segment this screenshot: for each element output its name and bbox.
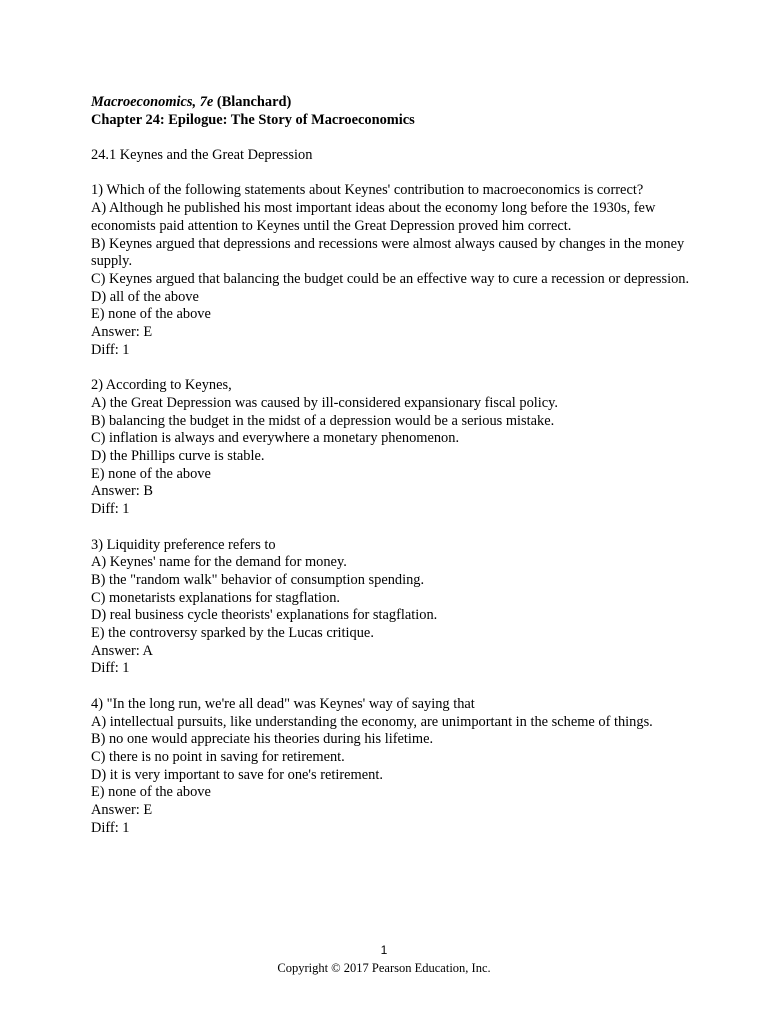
question-text: 4) "In the long run, we're all dead" was Keynes' way of saying that <box>91 695 475 712</box>
document-body <box>91 94 691 837</box>
answer-option: D) the Phillips curve is stable. <box>91 448 265 465</box>
answer-key: Answer: B <box>91 483 153 500</box>
answer-option: A) Keynes' name for the demand for money. <box>91 554 347 571</box>
book-title: Macroeconomics, 7e <box>91 94 214 110</box>
answer-option: E) none of the above <box>91 306 211 323</box>
difficulty: Diff: 1 <box>91 341 130 358</box>
spacer <box>91 519 691 537</box>
answer-option: B) balancing the budget in the midst of a depression would be a serious mistake. <box>91 412 555 429</box>
spacer <box>91 360 691 378</box>
question-block <box>91 377 691 519</box>
difficulty: Diff: 1 <box>91 819 130 836</box>
answer-option: C) Keynes argued that balancing the budget could be an effective way to cure a recession or depression. <box>91 271 690 287</box>
answer-key: Answer: E <box>91 802 153 819</box>
book-title-line <box>91 94 691 112</box>
question-text: 3) Liquidity preference refers to <box>91 536 276 553</box>
question-text: 1) Which of the following statements about Keynes' contribution to macroeconomics is correct? <box>91 182 644 199</box>
answer-option: D) all of the above <box>91 288 199 305</box>
spacer <box>91 165 691 183</box>
answer-option: B) the "random walk" behavior of consumption spending. <box>91 571 425 588</box>
section-heading: 24.1 Keynes and the Great Depression <box>91 147 313 164</box>
answer-option: C) monetarists explanations for stagflation. <box>91 589 340 606</box>
answer-option: A) Although he published his most important ideas about the economy long before the 1930s, few economists paid attention to Keynes until the Great Depression proved him correct. <box>91 200 656 234</box>
chapter-title: Chapter 24: Epilogue: The Story of Macroeconomics <box>91 111 415 128</box>
answer-option: E) none of the above <box>91 784 211 801</box>
book-author: (Blanchard) <box>213 94 292 110</box>
answer-option: B) no one would appreciate his theories during his lifetime. <box>91 731 434 748</box>
spacer <box>91 678 691 696</box>
answer-option: B) Keynes argued that depressions and recessions were almost always caused by changes in the money supply. <box>91 235 685 270</box>
answer-option: C) inflation is always and everywhere a monetary phenomenon. <box>91 430 460 447</box>
answer-option: E) none of the above <box>91 465 211 482</box>
answer-key: Answer: A <box>91 642 153 659</box>
answer-option: A) intellectual pursuits, like understanding the economy, are unimportant in the scheme of things. <box>91 713 653 730</box>
answer-option: E) the controversy sparked by the Lucas critique. <box>91 625 374 642</box>
answer-option: C) there is no point in saving for retirement. <box>91 748 345 765</box>
question-text: 2) According to Keynes, <box>91 377 232 394</box>
question-block <box>91 537 691 679</box>
answer-option: D) real business cycle theorists' explanations for stagflation. <box>91 607 438 624</box>
answer-option: D) it is very important to save for one's retirement. <box>91 766 383 783</box>
difficulty: Diff: 1 <box>91 660 130 677</box>
answer-key: Answer: E <box>91 324 153 341</box>
question-block <box>91 696 691 838</box>
difficulty: Diff: 1 <box>91 501 130 518</box>
question-block <box>91 182 691 359</box>
copyright-notice: Copyright © 2017 Pearson Education, Inc. <box>277 961 491 975</box>
answer-option: A) the Great Depression was caused by ill-considered expansionary fiscal policy. <box>91 394 559 411</box>
page-number: 1 <box>380 943 388 957</box>
spacer <box>91 129 691 147</box>
